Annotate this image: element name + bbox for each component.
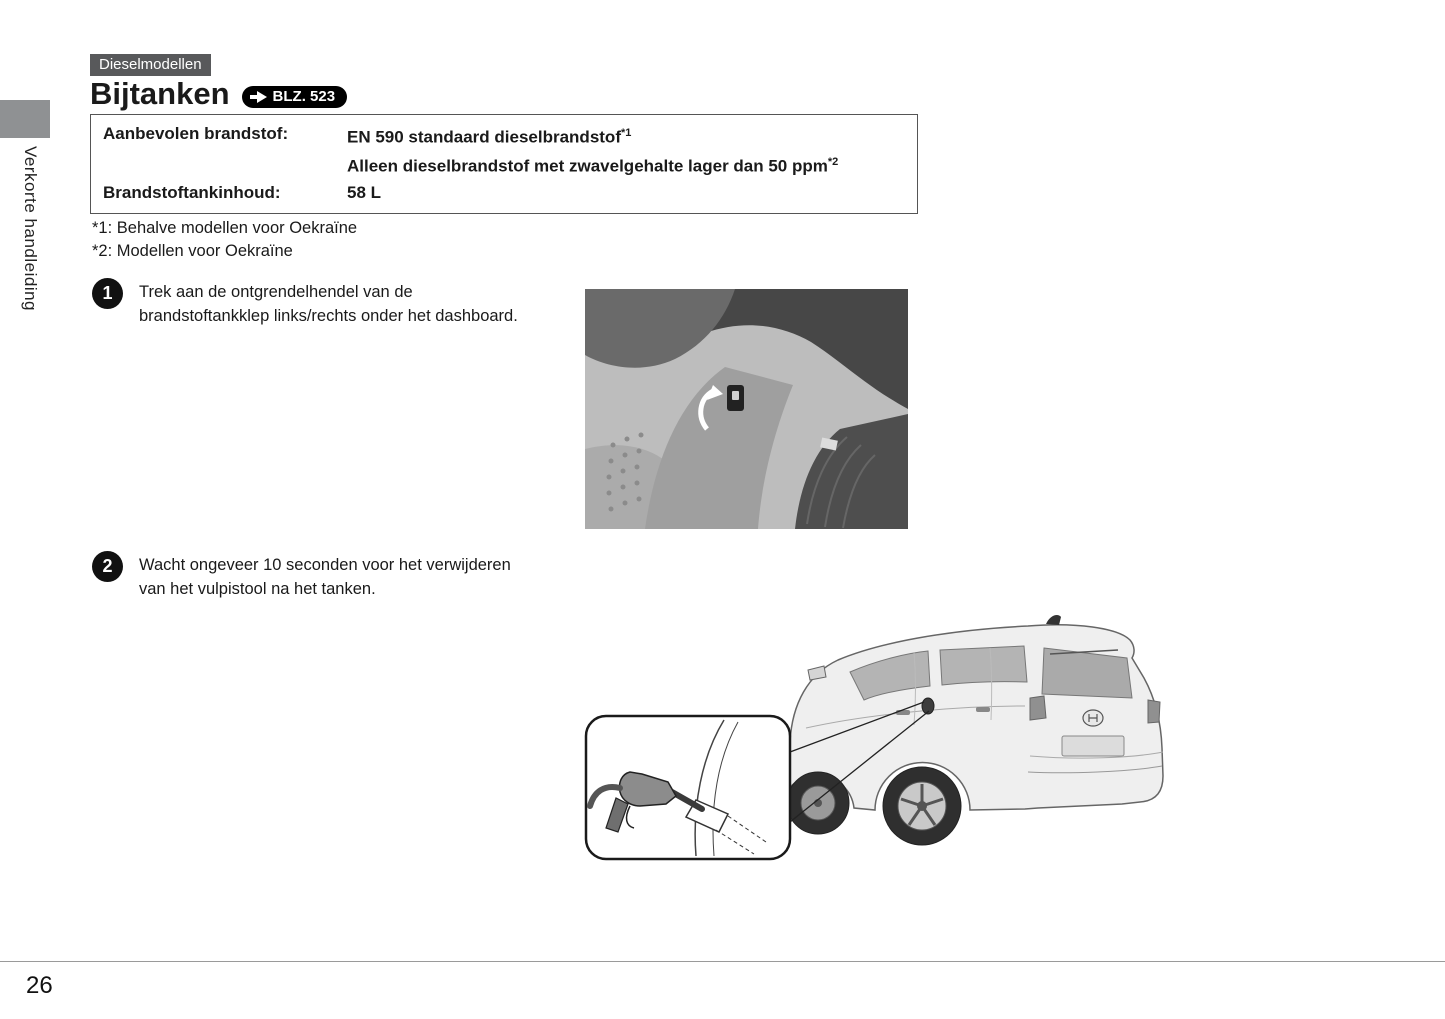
title-row bbox=[90, 76, 347, 112]
model-variant-badge: Dieselmodellen bbox=[90, 54, 211, 76]
sidebar-section-label: Verkorte handleiding bbox=[21, 146, 40, 312]
page-title: Bijtanken bbox=[90, 76, 230, 111]
fuel-type-text: Alleen dieselbrandstof met zwavelgehalte lager dan 50 ppm bbox=[347, 156, 828, 176]
page-number: 26 bbox=[26, 972, 53, 999]
step-text-line: Trek aan de ontgrendelhendel van de bbox=[139, 283, 413, 301]
step-number-badge: 1 bbox=[92, 278, 123, 309]
table-row-value bbox=[347, 121, 838, 178]
fuel-type-line bbox=[347, 121, 838, 150]
footnote-marker: *2 bbox=[827, 155, 839, 168]
refueling-illustration bbox=[578, 560, 1178, 870]
table-row-label: Brandstoftankinhoud: bbox=[103, 183, 281, 203]
step-text bbox=[139, 554, 511, 601]
table-row-label: Aanbevolen brandstof: bbox=[103, 124, 289, 143]
page-ref-label: BLZ. 523 bbox=[272, 88, 336, 105]
footnote: *1: Behalve modellen voor Oekraïne bbox=[92, 219, 358, 237]
tank-capacity-text: 58 L bbox=[347, 183, 382, 203]
section-index-tab bbox=[0, 100, 50, 138]
fuel-release-lever-photo bbox=[585, 289, 908, 529]
table-row bbox=[91, 120, 917, 179]
step-2 bbox=[92, 551, 511, 601]
footnotes bbox=[92, 217, 357, 263]
brand-emblem bbox=[1083, 710, 1103, 726]
step-number-badge: 2 bbox=[92, 551, 123, 582]
fuel-type-line bbox=[347, 150, 838, 179]
footnote-marker: *1 bbox=[620, 127, 632, 139]
car-rear-wheel bbox=[883, 767, 961, 845]
fuel-spec-table bbox=[90, 114, 918, 214]
fuel-lid-release-lever bbox=[727, 385, 744, 411]
table-row bbox=[91, 179, 917, 206]
page-ref-arrow-icon bbox=[250, 91, 268, 103]
car-front-wheel bbox=[787, 772, 849, 834]
step-text bbox=[139, 281, 518, 328]
page-ref-pill bbox=[242, 86, 348, 108]
step-text-line: brandstoftankklep links/rechts onder het dashboard. bbox=[139, 306, 518, 325]
fuel-type-text: EN 590 standaard dieselbrandstof bbox=[347, 127, 621, 147]
table-row-value bbox=[347, 180, 381, 205]
car-rear-illustration bbox=[781, 615, 1163, 845]
footer-divider bbox=[0, 961, 1445, 962]
step-1 bbox=[92, 278, 518, 328]
step-text-line: Wacht ongeveer 10 seconden voor het verwijderen bbox=[139, 556, 511, 574]
step-text-line: van het vulpistool na het tanken. bbox=[139, 579, 376, 598]
footnote: *2: Modellen voor Oekraïne bbox=[92, 242, 293, 260]
